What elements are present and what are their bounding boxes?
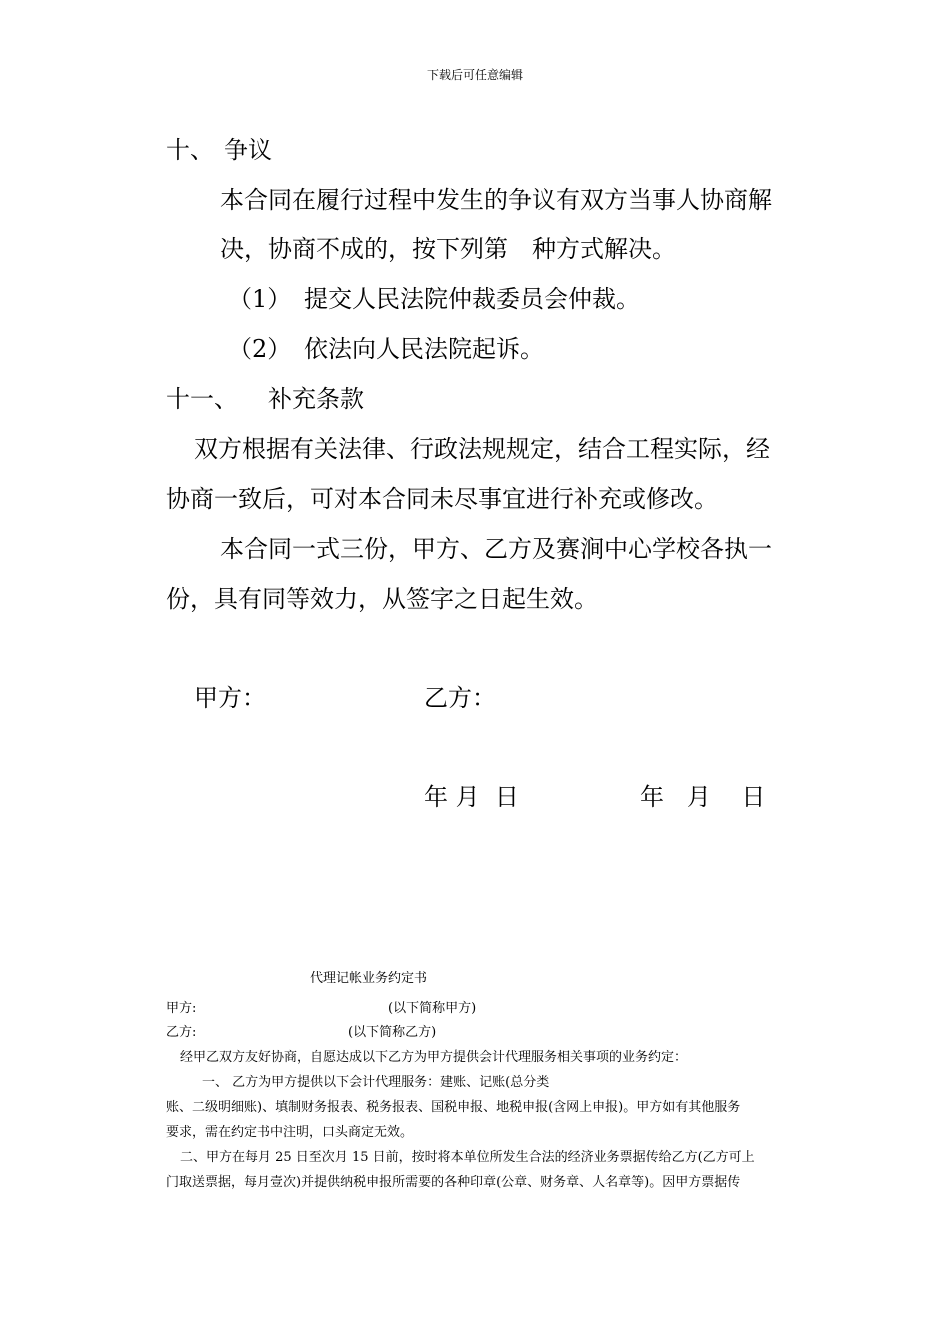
agreement-party-b-label: 乙方: [166, 1025, 197, 1040]
section11-para1-line2: 协商一致后，可对本合同未尽事宜进行补充或修改。 [166, 485, 718, 513]
agreement-party-b-note: (以下简称乙方) [348, 1025, 437, 1040]
section10-paragraph-line2: 决，协商不成的，按下列第 种方式解决。 [220, 235, 676, 263]
agreement-item2-line2: 门取送票据，每月壹次)并提供纳税申报所需要的各种印章(公章、财务章、人名章等)。因甲方票据传 [166, 1175, 741, 1190]
agreement-item2-line1: 二、甲方在每月 25 日至次月 15 日前，按时将本单位所发生合法的经济业务票据传给乙方(乙方可上 [180, 1150, 755, 1165]
option1-number: （1） [228, 285, 292, 313]
agreement-party-a-note: (以下简称甲方) [388, 1001, 477, 1016]
agreement-party-a-label: 甲方: [166, 1001, 197, 1016]
agreement-item1-line2: 账、二级明细账)、填制财务报表、税务报表、国税申报、地税申报(含网上申报)。甲方如有其他服务 [166, 1100, 741, 1115]
section10-heading: 争议 [224, 136, 272, 164]
section11-para2-line2: 份，具有同等效力，从签字之日起生效。 [166, 585, 598, 613]
agreement-item1-line1: 一、 乙方为甲方提供以下会计代理服务：建账、记账(总分类 [202, 1075, 550, 1090]
section10-heading-number: 十、 [166, 136, 214, 164]
section11-para2-line1: 本合同一式三份，甲方、乙方及赛涧中心学校各执一 [220, 535, 772, 563]
section11-heading: 补充条款 [268, 385, 364, 413]
section11-heading-number: 十一、 [166, 385, 238, 413]
section11-para1-line1: 双方根据有关法律、行政法规规定，结合工程实际，经 [194, 435, 770, 463]
agreement-title: 代理记帐业务约定书 [310, 971, 428, 986]
option2-text: 依法向人民法院起诉。 [304, 335, 544, 363]
section10-paragraph-line1: 本合同在履行过程中发生的争议有双方当事人协商解 [220, 186, 772, 214]
agreement-intro: 经甲乙双方友好协商，自愿达成以下乙方为甲方提供会计代理服务相关事项的业务约定： [180, 1050, 688, 1065]
option1-text: 提交人民法院仲裁委员会仲裁。 [304, 285, 640, 313]
option2-number: （2） [228, 335, 292, 363]
party-b-date: 年 月 日 [640, 783, 766, 811]
party-a-signature-label: 甲方： [194, 684, 266, 712]
page-header-note: 下载后可任意编辑 [426, 68, 523, 82]
party-a-date: 年 月 日 [424, 783, 519, 811]
party-b-signature-label: 乙方： [424, 684, 496, 712]
agreement-item1-line3: 要求，需在约定书中注明，口头商定无效。 [166, 1125, 414, 1140]
